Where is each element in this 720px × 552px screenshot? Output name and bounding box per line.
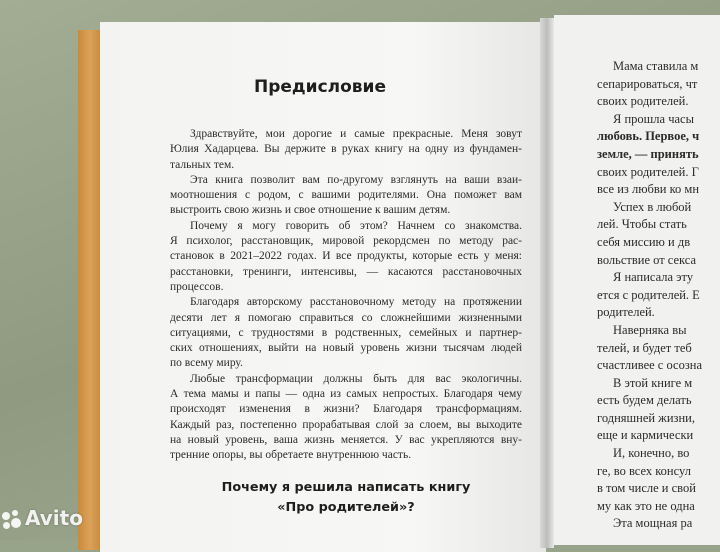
- text-line: все из любви ко мн: [597, 182, 700, 197]
- text-line: ге, во всех консул: [597, 463, 691, 478]
- text-line: тальных тем.: [170, 158, 235, 171]
- text-line: счастливее с осозна: [597, 358, 703, 373]
- text-line: му как это не одна: [597, 498, 695, 513]
- book-gutter: [540, 18, 554, 548]
- chapter-title: Предисловие: [254, 77, 386, 97]
- text-line: Я психолог, расстановщик, мировой рекордсмен по методу рас-: [170, 235, 522, 248]
- text-line: по всему миру.: [170, 357, 243, 370]
- text-line: ских отношениях, выйти на новый уровень жизни тысячам людей: [170, 342, 522, 355]
- text-line: процессов.: [170, 280, 224, 293]
- text-line: Здравствуйте, мои дорогие и самые прекрасные. Меня зовут: [190, 128, 522, 140]
- section-heading-line-1: Почему я решила написать книгу: [221, 479, 471, 495]
- left-page-content: [170, 127, 522, 518]
- section-heading-line-2: «Про родителей»?: [277, 499, 415, 515]
- avito-watermark-text: Avito: [25, 506, 83, 530]
- text-line: в том числе и свой: [597, 481, 696, 496]
- text-line: моотношения с родом, с вашими родителями. Она поможет вам: [170, 189, 522, 202]
- right-page-text: [597, 58, 717, 533]
- text-line: Эта книга позволит вам по-другому взглянуть на ваши взаи-: [190, 173, 522, 186]
- text-line: ситуациями, с трудностями в родственных, семейных и партнер-: [170, 326, 522, 339]
- text-line: А тема мамы и папы — одна из самых непростых. Благодаря чему: [170, 388, 522, 401]
- text-line: десяти лет я помогаю справиться со сложнейшими жизненными: [170, 311, 522, 324]
- text-line: годняшней жизни,: [597, 410, 695, 425]
- text-line: происходят изменения в жизни? Благодаря трансформациям.: [170, 403, 522, 416]
- text-line: сепарироваться, чт: [597, 76, 698, 91]
- text-line: вольствие от секса: [597, 252, 697, 267]
- text-line: Каждый раз, постепенно прорабатывая слой за слоем, вы выходите: [170, 418, 522, 431]
- text-line: есть будем делать: [597, 393, 692, 408]
- text-line: тренние опоры, вы обретаете внутреннюю часть.: [170, 449, 412, 462]
- text-line: своих родителей.: [597, 94, 689, 109]
- text-line: еще и кармически: [597, 428, 694, 443]
- text-line: Почему я могу говорить об этом? Начнем со знакомства.: [190, 219, 522, 232]
- text-line: на новый уровень, ваша жизнь меняется. У вас укрепляются вну-: [170, 433, 522, 446]
- text-line: Эта мощная ра: [613, 516, 693, 531]
- text-line: себя миссию и дв: [597, 234, 691, 249]
- avito-logo-icon: [2, 510, 22, 530]
- text-line: любовь. Первое, ч: [597, 129, 700, 144]
- text-line: расстановки, тренинги, интенсивы, — касаются расстановочных: [170, 265, 522, 278]
- text-line: Мама ставила м: [613, 59, 699, 73]
- left-page-text: [170, 127, 522, 464]
- text-line: ется с родителей. Е: [597, 287, 700, 302]
- text-line: Я написала эту: [613, 270, 694, 285]
- text-line: В этой книге м: [613, 375, 693, 390]
- text-line: Благодаря авторскому расстановочному методу на протяжении: [190, 296, 522, 309]
- text-line: своих родителей. Г: [597, 164, 699, 179]
- text-line: лей. Чтобы стать: [597, 217, 687, 232]
- text-line: Успех в любой: [613, 199, 692, 214]
- text-line: Я прошла часы: [613, 111, 694, 126]
- text-line: И, конечно, во: [613, 446, 690, 461]
- text-line: телей, и будет теб: [597, 340, 692, 355]
- text-line: становок в 2021–2022 годах. И все продукты, которые есть у меня:: [170, 250, 522, 263]
- text-line: родителей.: [597, 305, 655, 320]
- text-line: земле, — принять: [597, 146, 699, 161]
- text-line: Наверняка вы: [613, 322, 687, 337]
- text-line: Юлия Хадарцева. Вы держите в руках книгу на одну из фундамен-: [170, 143, 522, 156]
- avito-watermark: [2, 506, 83, 530]
- text-line: Любые трансформации должны быть для вас экологичны.: [190, 372, 522, 385]
- text-line: выстроить свою жизнь и свое отношение к вашим детям.: [170, 204, 451, 217]
- section-heading: [170, 478, 522, 518]
